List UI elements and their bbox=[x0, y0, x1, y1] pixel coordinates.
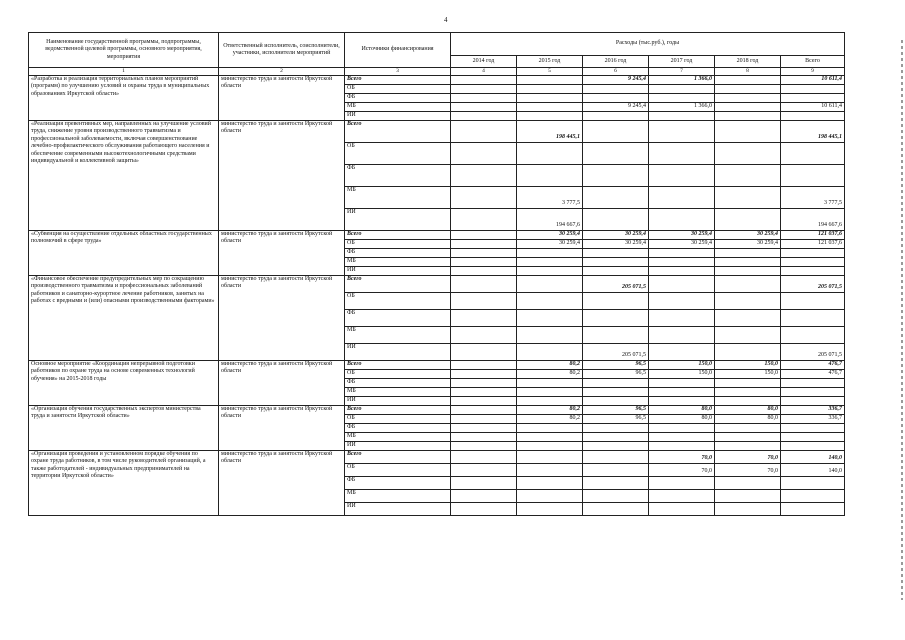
year-value bbox=[517, 164, 583, 186]
year-value bbox=[451, 164, 517, 186]
funding-source: ОБ bbox=[345, 84, 451, 93]
year-value bbox=[649, 248, 715, 257]
year-value bbox=[715, 275, 781, 292]
year-value: 96,5 bbox=[583, 360, 649, 369]
funding-source: ОБ bbox=[345, 414, 451, 423]
year-value: 9 245,4 bbox=[583, 102, 649, 111]
total-value bbox=[781, 248, 845, 257]
year-value bbox=[583, 84, 649, 93]
year-value: 80,2 bbox=[517, 360, 583, 369]
funding-source: ИИ bbox=[345, 396, 451, 405]
executor-name: министерство труда и занятости Иркутской области bbox=[219, 230, 345, 275]
funding-source: МБ bbox=[345, 186, 451, 208]
col-number: 9 bbox=[781, 68, 845, 76]
year-value bbox=[715, 102, 781, 111]
year-value bbox=[649, 343, 715, 360]
year-value bbox=[517, 257, 583, 266]
year-value bbox=[715, 343, 781, 360]
year-value bbox=[583, 93, 649, 102]
table-row bbox=[29, 275, 845, 292]
year-value bbox=[715, 476, 781, 489]
funding-source: ИИ bbox=[345, 343, 451, 360]
col-number: 1 bbox=[29, 68, 219, 76]
header-year: 2015 год bbox=[517, 56, 583, 68]
year-value bbox=[517, 248, 583, 257]
year-value bbox=[451, 369, 517, 378]
table-row bbox=[29, 405, 845, 414]
year-value bbox=[517, 450, 583, 463]
year-value bbox=[583, 257, 649, 266]
total-value: 476,7 bbox=[781, 360, 845, 369]
year-value bbox=[583, 142, 649, 164]
year-value: 9 245,4 bbox=[583, 75, 649, 84]
year-value bbox=[451, 292, 517, 309]
year-value: 30 259,4 bbox=[715, 230, 781, 239]
funding-source: МБ bbox=[345, 432, 451, 441]
year-value: 30 259,4 bbox=[649, 239, 715, 248]
funding-source: ИИ bbox=[345, 208, 451, 230]
funding-source: ФБ bbox=[345, 309, 451, 326]
year-value: 96,5 bbox=[583, 414, 649, 423]
year-value bbox=[517, 378, 583, 387]
year-value bbox=[517, 266, 583, 275]
year-value bbox=[517, 142, 583, 164]
funding-source: МБ bbox=[345, 102, 451, 111]
year-value bbox=[583, 463, 649, 476]
year-value bbox=[715, 441, 781, 450]
total-value: 140,0 bbox=[781, 463, 845, 476]
year-value bbox=[649, 423, 715, 432]
total-value bbox=[781, 142, 845, 164]
year-value: 194 667,6 bbox=[517, 208, 583, 230]
funding-source: ИИ bbox=[345, 441, 451, 450]
year-value bbox=[451, 441, 517, 450]
year-value: 205 071,5 bbox=[583, 275, 649, 292]
year-value bbox=[583, 396, 649, 405]
year-value bbox=[715, 292, 781, 309]
total-value: 10 611,4 bbox=[781, 75, 845, 84]
year-value bbox=[715, 257, 781, 266]
year-value bbox=[451, 463, 517, 476]
year-value bbox=[451, 432, 517, 441]
year-value bbox=[715, 387, 781, 396]
total-value bbox=[781, 396, 845, 405]
year-value bbox=[517, 423, 583, 432]
year-value bbox=[715, 396, 781, 405]
total-value bbox=[781, 476, 845, 489]
total-value: 140,0 bbox=[781, 450, 845, 463]
measure-name: «Реализация превентивных мер, направленных на улучшение условий труда, снижение уровня производственного травматизма и профессиональной заболеваемости, включая совершенствование лечебно-профилактического обслуживания работающего населения и обеспечение современными высокотехнологичными средствами индивидуальной и коллективной защиты» bbox=[29, 120, 219, 230]
year-value bbox=[583, 476, 649, 489]
year-value: 150,0 bbox=[715, 360, 781, 369]
year-value bbox=[451, 93, 517, 102]
year-value bbox=[517, 502, 583, 515]
year-value bbox=[451, 84, 517, 93]
year-value bbox=[451, 266, 517, 275]
year-value bbox=[517, 396, 583, 405]
total-value bbox=[781, 111, 845, 120]
year-value bbox=[451, 378, 517, 387]
year-value bbox=[715, 326, 781, 343]
funding-source: МБ bbox=[345, 387, 451, 396]
funding-source: Всего bbox=[345, 230, 451, 239]
year-value bbox=[517, 387, 583, 396]
year-value bbox=[517, 463, 583, 476]
year-value bbox=[451, 387, 517, 396]
year-value bbox=[451, 405, 517, 414]
total-value bbox=[781, 326, 845, 343]
year-value bbox=[517, 292, 583, 309]
year-value bbox=[451, 111, 517, 120]
year-value: 1 366,0 bbox=[649, 102, 715, 111]
year-value bbox=[517, 111, 583, 120]
total-value bbox=[781, 164, 845, 186]
year-value bbox=[649, 326, 715, 343]
funding-source: ОБ bbox=[345, 239, 451, 248]
total-value bbox=[781, 93, 845, 102]
year-value bbox=[649, 111, 715, 120]
year-value bbox=[451, 423, 517, 432]
year-value bbox=[649, 266, 715, 275]
year-value bbox=[649, 396, 715, 405]
year-value: 70,0 bbox=[715, 450, 781, 463]
funding-source: ФБ bbox=[345, 164, 451, 186]
measure-name: «Организация обучения государственных экспертов министерства труда и занятости Иркутской области» bbox=[29, 405, 219, 450]
year-value bbox=[451, 414, 517, 423]
year-value bbox=[451, 489, 517, 502]
year-value bbox=[517, 84, 583, 93]
funding-source: ОБ bbox=[345, 142, 451, 164]
executor-name: министерство труда и занятости Иркутской области bbox=[219, 450, 345, 515]
year-value bbox=[715, 186, 781, 208]
year-value bbox=[715, 208, 781, 230]
year-value bbox=[583, 120, 649, 142]
year-value bbox=[451, 239, 517, 248]
year-value bbox=[583, 378, 649, 387]
total-value bbox=[781, 441, 845, 450]
col-number: 8 bbox=[715, 68, 781, 76]
year-value bbox=[517, 102, 583, 111]
year-value bbox=[715, 75, 781, 84]
year-value: 30 259,4 bbox=[649, 230, 715, 239]
year-value bbox=[649, 164, 715, 186]
year-value bbox=[715, 266, 781, 275]
year-value bbox=[715, 423, 781, 432]
year-value bbox=[715, 142, 781, 164]
total-value bbox=[781, 432, 845, 441]
year-value bbox=[649, 142, 715, 164]
executor-name: министерство труда и занятости Иркутской области bbox=[219, 275, 345, 360]
funding-source: ОБ bbox=[345, 369, 451, 378]
year-value bbox=[451, 396, 517, 405]
funding-source: МБ bbox=[345, 489, 451, 502]
year-value bbox=[583, 164, 649, 186]
year-value bbox=[715, 164, 781, 186]
year-value bbox=[451, 230, 517, 239]
header-year: 2016 год bbox=[583, 56, 649, 68]
col-number: 4 bbox=[451, 68, 517, 76]
year-value bbox=[715, 120, 781, 142]
year-value bbox=[583, 441, 649, 450]
year-value bbox=[649, 432, 715, 441]
year-value: 70,0 bbox=[649, 450, 715, 463]
header-year: 2017 год bbox=[649, 56, 715, 68]
year-value: 30 259,4 bbox=[517, 239, 583, 248]
year-value bbox=[451, 476, 517, 489]
year-value: 198 445,1 bbox=[517, 120, 583, 142]
funding-source: ФБ bbox=[345, 93, 451, 102]
year-value bbox=[451, 142, 517, 164]
col-number: 7 bbox=[649, 68, 715, 76]
year-value bbox=[517, 343, 583, 360]
total-value bbox=[781, 502, 845, 515]
year-value bbox=[715, 93, 781, 102]
funding-source: МБ bbox=[345, 326, 451, 343]
year-value bbox=[715, 309, 781, 326]
measure-name: Основное мероприятие «Координация непрерывной подготовки работников по охране труда на основе современных технологий обучения» на 2015-2018 годы bbox=[29, 360, 219, 405]
funding-source: Всего bbox=[345, 405, 451, 414]
year-value bbox=[583, 266, 649, 275]
year-value bbox=[649, 84, 715, 93]
year-value bbox=[451, 343, 517, 360]
funding-source: ИИ bbox=[345, 502, 451, 515]
year-value: 80,0 bbox=[715, 405, 781, 414]
year-value bbox=[649, 275, 715, 292]
funding-source: ИИ bbox=[345, 266, 451, 275]
table-row bbox=[29, 360, 845, 369]
year-value bbox=[517, 275, 583, 292]
year-value bbox=[583, 309, 649, 326]
total-value: 3 777,5 bbox=[781, 186, 845, 208]
year-value bbox=[649, 502, 715, 515]
budget-table bbox=[28, 32, 845, 516]
year-value bbox=[583, 450, 649, 463]
year-value bbox=[451, 208, 517, 230]
header-year: 2014 год bbox=[451, 56, 517, 68]
year-value bbox=[649, 489, 715, 502]
page-number: 4 bbox=[444, 16, 448, 24]
header-year: 2018 год bbox=[715, 56, 781, 68]
table-body bbox=[29, 75, 845, 515]
year-value bbox=[649, 441, 715, 450]
year-value bbox=[649, 387, 715, 396]
year-value bbox=[517, 441, 583, 450]
year-value bbox=[451, 186, 517, 208]
total-value bbox=[781, 378, 845, 387]
executor-name: министерство труда и занятости Иркутской области bbox=[219, 360, 345, 405]
header-name: Наименование государственной программы, подпрограммы, ведомственной целевой программы, основного мероприятия, мероприятия bbox=[29, 33, 219, 68]
year-value bbox=[583, 292, 649, 309]
total-value bbox=[781, 309, 845, 326]
year-value bbox=[583, 186, 649, 208]
year-value bbox=[517, 476, 583, 489]
total-value bbox=[781, 292, 845, 309]
year-value: 205 071,5 bbox=[583, 343, 649, 360]
year-value: 80,0 bbox=[715, 414, 781, 423]
year-value bbox=[649, 378, 715, 387]
funding-source: ОБ bbox=[345, 292, 451, 309]
year-value bbox=[715, 378, 781, 387]
year-value: 96,5 bbox=[583, 405, 649, 414]
funding-source: ФБ bbox=[345, 423, 451, 432]
year-value bbox=[715, 248, 781, 257]
year-value: 150,0 bbox=[649, 360, 715, 369]
year-value: 80,2 bbox=[517, 414, 583, 423]
funding-source: МБ bbox=[345, 257, 451, 266]
total-value bbox=[781, 257, 845, 266]
year-value bbox=[715, 432, 781, 441]
year-value bbox=[583, 248, 649, 257]
year-value bbox=[451, 450, 517, 463]
year-value: 80,2 bbox=[517, 405, 583, 414]
year-value bbox=[451, 502, 517, 515]
year-value bbox=[583, 111, 649, 120]
year-value bbox=[583, 432, 649, 441]
year-value bbox=[451, 309, 517, 326]
executor-name: министерство труда и занятости Иркутской области bbox=[219, 405, 345, 450]
total-value: 205 071,5 bbox=[781, 275, 845, 292]
total-value bbox=[781, 387, 845, 396]
year-value bbox=[583, 326, 649, 343]
total-value bbox=[781, 266, 845, 275]
year-value bbox=[649, 93, 715, 102]
funding-source: ОБ bbox=[345, 463, 451, 476]
funding-source: Всего bbox=[345, 360, 451, 369]
year-value bbox=[517, 75, 583, 84]
measure-name: «Организация проведения и установленном порядке обучения по охране труда работников, в том числе руководителей организаций, а также работодателей - индивидуальных предпринимателей на территории Иркутской области» bbox=[29, 450, 219, 515]
year-value bbox=[649, 208, 715, 230]
col-number: 2 bbox=[219, 68, 345, 76]
year-value: 30 259,4 bbox=[583, 230, 649, 239]
measure-name: «Финансовое обеспечение предупредительных мер по сокращению производственного травматизма и профессиональных заболеваний работников и санаторно-курортное лечение работников, занятых на работах с вредными и (или) опасными производственными факторами» bbox=[29, 275, 219, 360]
year-value bbox=[451, 102, 517, 111]
year-value: 30 259,4 bbox=[583, 239, 649, 248]
total-value: 194 667,6 bbox=[781, 208, 845, 230]
total-value: 121 037,6 bbox=[781, 230, 845, 239]
year-value bbox=[451, 275, 517, 292]
year-value bbox=[517, 326, 583, 343]
year-value bbox=[583, 502, 649, 515]
total-value: 198 445,1 bbox=[781, 120, 845, 142]
year-value bbox=[451, 257, 517, 266]
total-value: 336,7 bbox=[781, 405, 845, 414]
year-value: 30 259,4 bbox=[715, 239, 781, 248]
year-value bbox=[649, 120, 715, 142]
year-value bbox=[583, 387, 649, 396]
year-value: 96,5 bbox=[583, 369, 649, 378]
year-value bbox=[517, 93, 583, 102]
year-value bbox=[649, 257, 715, 266]
year-value bbox=[517, 309, 583, 326]
funding-source: ФБ bbox=[345, 476, 451, 489]
scan-edge-mark bbox=[901, 40, 903, 600]
year-value bbox=[451, 360, 517, 369]
year-value bbox=[715, 84, 781, 93]
total-value: 336,7 bbox=[781, 414, 845, 423]
year-value bbox=[649, 186, 715, 208]
funding-source: ИИ bbox=[345, 111, 451, 120]
year-value bbox=[517, 432, 583, 441]
col-number: 5 bbox=[517, 68, 583, 76]
funding-source: Всего bbox=[345, 275, 451, 292]
year-value bbox=[715, 502, 781, 515]
year-value bbox=[649, 292, 715, 309]
funding-source: ФБ bbox=[345, 378, 451, 387]
year-value bbox=[649, 476, 715, 489]
total-value: 205 071,5 bbox=[781, 343, 845, 360]
year-value bbox=[451, 120, 517, 142]
year-value bbox=[451, 248, 517, 257]
funding-source: Всего bbox=[345, 75, 451, 84]
header-expenses: Расходы (тыс.руб.), годы bbox=[451, 33, 845, 56]
total-value: 121 037,6 bbox=[781, 239, 845, 248]
table-row bbox=[29, 450, 845, 463]
year-value: 70,0 bbox=[649, 463, 715, 476]
total-value: 476,7 bbox=[781, 369, 845, 378]
header-total: Всего bbox=[781, 56, 845, 68]
year-value bbox=[583, 423, 649, 432]
year-value bbox=[517, 489, 583, 502]
year-value: 80,2 bbox=[517, 369, 583, 378]
funding-source: Всего bbox=[345, 450, 451, 463]
table-row bbox=[29, 75, 845, 84]
header-source: Источники финансирования bbox=[345, 33, 451, 68]
year-value: 80,0 bbox=[649, 414, 715, 423]
year-value bbox=[715, 111, 781, 120]
measure-name: «Субвенция на осуществление отдельных областных государственных полномочий в сфере труда» bbox=[29, 230, 219, 275]
year-value: 80,0 bbox=[649, 405, 715, 414]
table-row bbox=[29, 230, 845, 239]
year-value: 1 366,0 bbox=[649, 75, 715, 84]
col-number: 6 bbox=[583, 68, 649, 76]
total-value: 10 611,4 bbox=[781, 102, 845, 111]
table-row bbox=[29, 120, 845, 142]
executor-name: министерство труда и занятости Иркутской области bbox=[219, 75, 345, 120]
funding-source: Всего bbox=[345, 120, 451, 142]
funding-source: ФБ bbox=[345, 248, 451, 257]
year-value: 30 259,4 bbox=[517, 230, 583, 239]
year-value: 150,0 bbox=[715, 369, 781, 378]
year-value bbox=[649, 309, 715, 326]
total-value bbox=[781, 489, 845, 502]
total-value bbox=[781, 423, 845, 432]
measure-name: «Разработка и реализация территориальных планов мероприятий (программ) по улучшению условий и охраны труда в муниципальных образованиях Иркутской области» bbox=[29, 75, 219, 120]
year-value bbox=[451, 75, 517, 84]
year-value bbox=[583, 489, 649, 502]
year-value bbox=[583, 208, 649, 230]
year-value: 150,0 bbox=[649, 369, 715, 378]
year-value bbox=[451, 326, 517, 343]
total-value bbox=[781, 84, 845, 93]
year-value bbox=[715, 489, 781, 502]
header-executor: Ответственный исполнитель, соисполнители, участники, исполнители мероприятий bbox=[219, 33, 345, 68]
col-number: 3 bbox=[345, 68, 451, 76]
year-value: 3 777,5 bbox=[517, 186, 583, 208]
year-value: 70,0 bbox=[715, 463, 781, 476]
executor-name: министерство труда и занятости Иркутской области bbox=[219, 120, 345, 230]
